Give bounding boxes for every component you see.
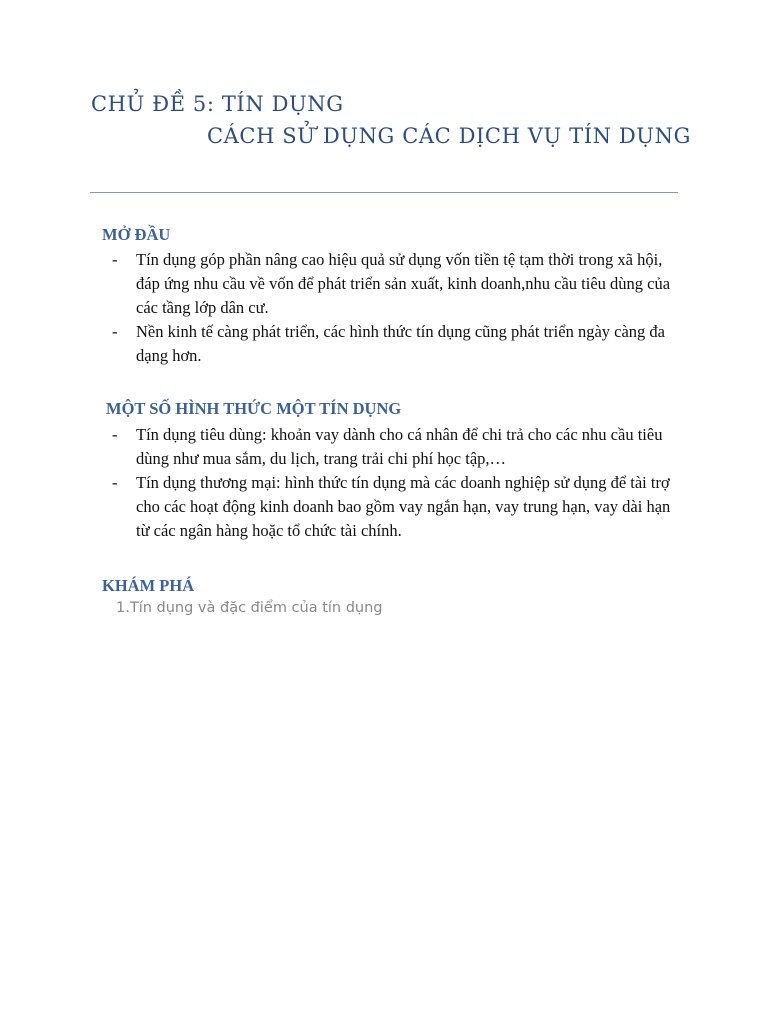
list-item [108, 423, 678, 471]
list-item [108, 320, 678, 368]
list-item-text: Tín dụng góp phần nâng cao hiệu quả sử dụng vốn tiền tệ tạm thời trong xã hội, đáp ứng nhu cầu về vốn để phát triển sản xuất, kinh doanh,nhu cầu tiêu dùng của các tầng lớp dân cư. [136, 250, 671, 317]
list-item-text: Tín dụng tiêu dùng: khoản vay dành cho cá nhân để chi trả cho các nhu cầu tiêu dùng như mua sắm, du lịch, trang trải chi phí học tập,… [136, 425, 663, 468]
list-marker: - [112, 425, 118, 444]
section-heading-kham-pha: KHÁM PHÁ [102, 576, 195, 595]
mo-dau-list [108, 248, 678, 368]
list-marker: - [112, 473, 118, 492]
page-title: CHỦ ĐỀ 5: TÍN DỤNG [91, 92, 344, 116]
title-divider [90, 192, 678, 193]
hinh-thuc-list [108, 423, 678, 543]
list-item-text: Nền kinh tế càng phát triển, các hình thức tín dụng cũng phát triển ngày càng đa dạng hơn. [136, 322, 665, 365]
list-item [108, 471, 678, 543]
page-subtitle: CÁCH SỬ DỤNG CÁC DỊCH VỤ TÍN DỤNG [207, 124, 691, 148]
list-item [108, 248, 678, 320]
section-heading-hinh-thuc: MỘT SỐ HÌNH THỨC MỘT TÍN DỤNG [106, 399, 402, 418]
list-marker: - [112, 250, 118, 269]
list-marker: - [112, 322, 118, 341]
section-heading-mo-dau: MỞ ĐẦU [102, 225, 171, 244]
list-item-text: Tín dụng thương mại: hình thức tín dụng mà các doanh nghiệp sử dụng để tài trợ cho các hoạt động kinh doanh bao gồm vay ngắn hạn, vay trung hạn, vay dài hạn từ các ngân hàng hoặc tổ chức tài chính. [136, 473, 671, 540]
subsection-title: 1.Tín dụng và đặc điểm của tín dụng [116, 600, 383, 616]
